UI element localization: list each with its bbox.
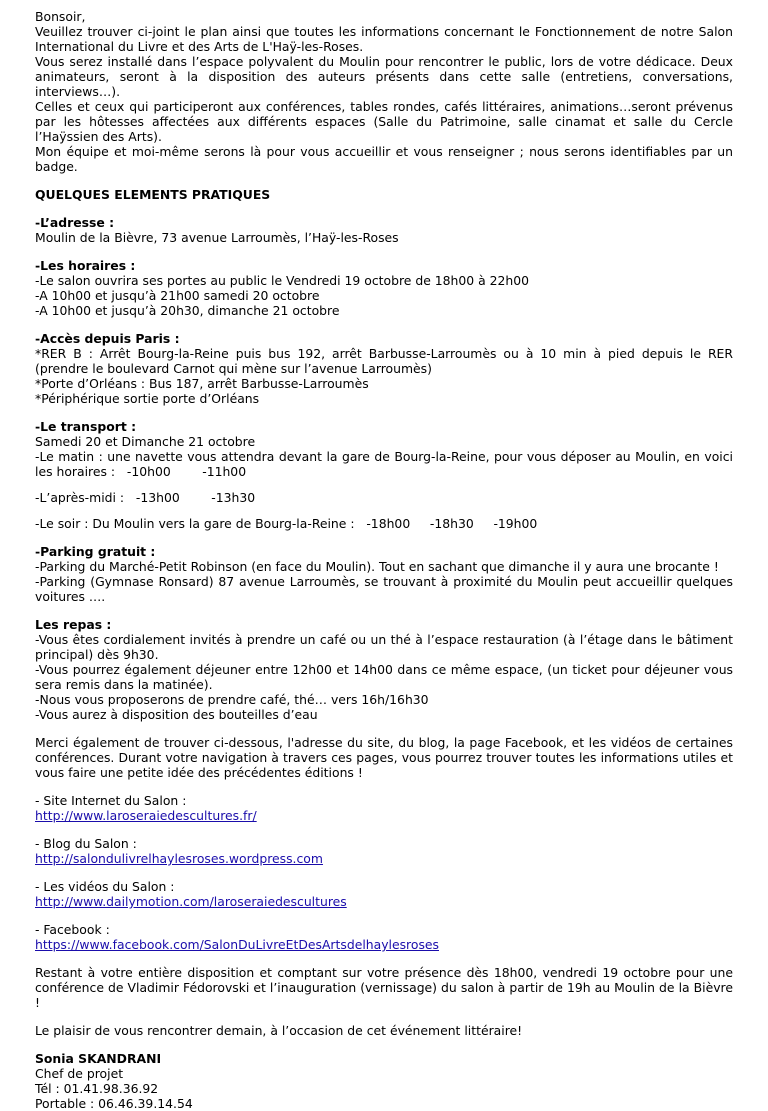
repas-line-2: -Vous pourrez également déjeuner entre 12h00 et 14h00 dans ce même espace, (un ticket pour déjeuner vous sera remis dans la matinée).	[35, 662, 733, 692]
section-title-text: QUELQUES ELEMENTS PRATIQUES	[35, 187, 271, 202]
acces-peripherique: *Périphérique sortie porte d’Orléans	[35, 391, 260, 406]
intro-paragraph-4: Mon équipe et moi-même serons là pour vous accueillir et vous renseigner ; nous serons identifiables par un badge.	[35, 144, 733, 174]
repas-title: Les repas :	[35, 617, 112, 632]
repas-line-1: -Vous êtes cordialement invités à prendre un café ou un thé à l’espace restauration (à l’étage dans le bâtiment principal) dès 9h30.	[35, 632, 733, 662]
merci-paragraph: Merci également de trouver ci-dessous, l'adresse du site, du blog, la page Facebook, et les vidéos de certaines conférences. Durant votre navigation à travers ces pages, vous pourrez trouver toutes les informations utiles et vous faire une petite idée des précédentes éditions !	[35, 735, 733, 780]
blog-link[interactable]: http://salondulivrelhaylesroses.wordpress.com	[35, 851, 323, 866]
site-link[interactable]: http://www.laroseraiedescultures.fr/	[35, 808, 257, 823]
transport-title: -Le transport :	[35, 419, 137, 434]
signature-tel: Tél : 01.41.98.36.92	[35, 1081, 159, 1096]
horaires-line: -Le salon ouvrira ses portes au public le Vendredi 19 octobre de 18h00 à 22h00	[35, 273, 530, 288]
facebook-link[interactable]: https://www.facebook.com/SalonDuLivreEtDesArtsdelhaylesroses	[35, 937, 439, 952]
link-site	[35, 793, 733, 823]
intro-paragraph-3: Celles et ceux qui participeront aux conférences, tables rondes, cafés littéraires, animations…seront prévenus par les hôtesses affectées aux différents espaces (Salle du Patrimoine, salle cinamat et salle du Cercle l’Haÿssien des Arts).	[35, 99, 733, 144]
acces-rer: *RER B : Arrêt Bourg-la-Reine puis bus 192, arrêt Barbusse-Larroumès ou à 10 min à pied depuis le RER (prendre le boulevard Carnot qui mène sur l’avenue Larroumès)	[35, 346, 733, 376]
intro-paragraph-2: Vous serez installé dans l’espace polyvalent du Moulin pour rencontrer le public, lors de votre dédicace. Deux animateurs, seront à la disposition des auteurs présents dans cette salle (entretiens, conversations, interviews…).	[35, 54, 733, 99]
horaires-line: -A 10h00 et jusqu’à 20h30, dimanche 21 octobre	[35, 303, 340, 318]
transport-apres-midi: -L’après-midi : -13h00 -13h30	[35, 490, 256, 505]
parking-title: -Parking gratuit :	[35, 544, 156, 559]
signature-block	[35, 1051, 733, 1111]
signature-name: Sonia SKANDRANI	[35, 1051, 162, 1066]
acces-porte: *Porte d’Orléans : Bus 187, arrêt Barbusse-Larroumès	[35, 376, 369, 391]
repas-section	[35, 617, 733, 722]
adresse-title: -L’adresse :	[35, 215, 115, 230]
acces-title: -Accès depuis Paris :	[35, 331, 180, 346]
parking-line-1: -Parking du Marché-Petit Robinson (en face du Moulin). Tout en sachant que dimanche il y aura une brocante !	[35, 559, 719, 574]
link-label: - Facebook :	[35, 922, 110, 937]
link-facebook	[35, 922, 733, 952]
restant-paragraph: Restant à votre entière disposition et comptant sur votre présence dès 18h00, vendredi 19 octobre pour une conférence de Vladimir Fédorovski et l’inauguration (vernissage) du salon à partir de 19h au Moulin de la Bièvre !	[35, 965, 733, 1010]
parking-section	[35, 544, 733, 604]
repas-line-4: -Vous aurez à disposition des bouteilles d’eau	[35, 707, 318, 722]
signature-portable: Portable : 06.46.39.14.54	[35, 1096, 193, 1111]
repas-line-3: -Nous vous proposerons de prendre café, thé… vers 16h/16h30	[35, 692, 429, 707]
transport-section	[35, 419, 737, 531]
greeting: Bonsoir,	[35, 9, 86, 24]
horaires-section	[35, 258, 733, 318]
transport-matin: -Le matin : une navette vous attendra devant la gare de Bourg-la-Reine, pour vous déposer au Moulin, en voici les horaires : -10h00 -11h00	[35, 449, 737, 479]
plaisir-paragraph: Le plaisir de vous rencontrer demain, à l’occasion de cet événement littéraire!	[35, 1023, 523, 1038]
link-label: - Blog du Salon :	[35, 836, 137, 851]
adresse-section	[35, 215, 733, 245]
parking-line-2: -Parking (Gymnase Ronsard) 87 avenue Larroumès, se trouvant à proximité du Moulin peut accueillir quelques voitures ….	[35, 574, 733, 604]
adresse-line: Moulin de la Bièvre, 73 avenue Larroumès, l’Haÿ-les-Roses	[35, 230, 399, 245]
horaires-line: -A 10h00 et jusqu’à 21h00 samedi 20 octobre	[35, 288, 320, 303]
acces-section	[35, 331, 733, 406]
intro-section	[35, 9, 733, 174]
transport-soir: -Le soir : Du Moulin vers la gare de Bourg-la-Reine : -18h00 -18h30 -19h00	[35, 516, 538, 531]
intro-paragraph-1: Veuillez trouver ci-joint le plan ainsi que toutes les informations concernant le Fonctionnement de notre Salon International du Livre et des Arts de L'Haÿ-les-Roses.	[35, 24, 733, 54]
link-label: - Site Internet du Salon :	[35, 793, 187, 808]
link-label: - Les vidéos du Salon :	[35, 879, 175, 894]
horaires-title: -Les horaires :	[35, 258, 136, 273]
link-blog	[35, 836, 733, 866]
link-videos	[35, 879, 733, 909]
transport-days: Samedi 20 et Dimanche 21 octobre	[35, 434, 256, 449]
section-title	[35, 187, 733, 202]
videos-link[interactable]: http://www.dailymotion.com/laroseraiedescultures	[35, 894, 347, 909]
signature-role: Chef de projet	[35, 1066, 124, 1081]
